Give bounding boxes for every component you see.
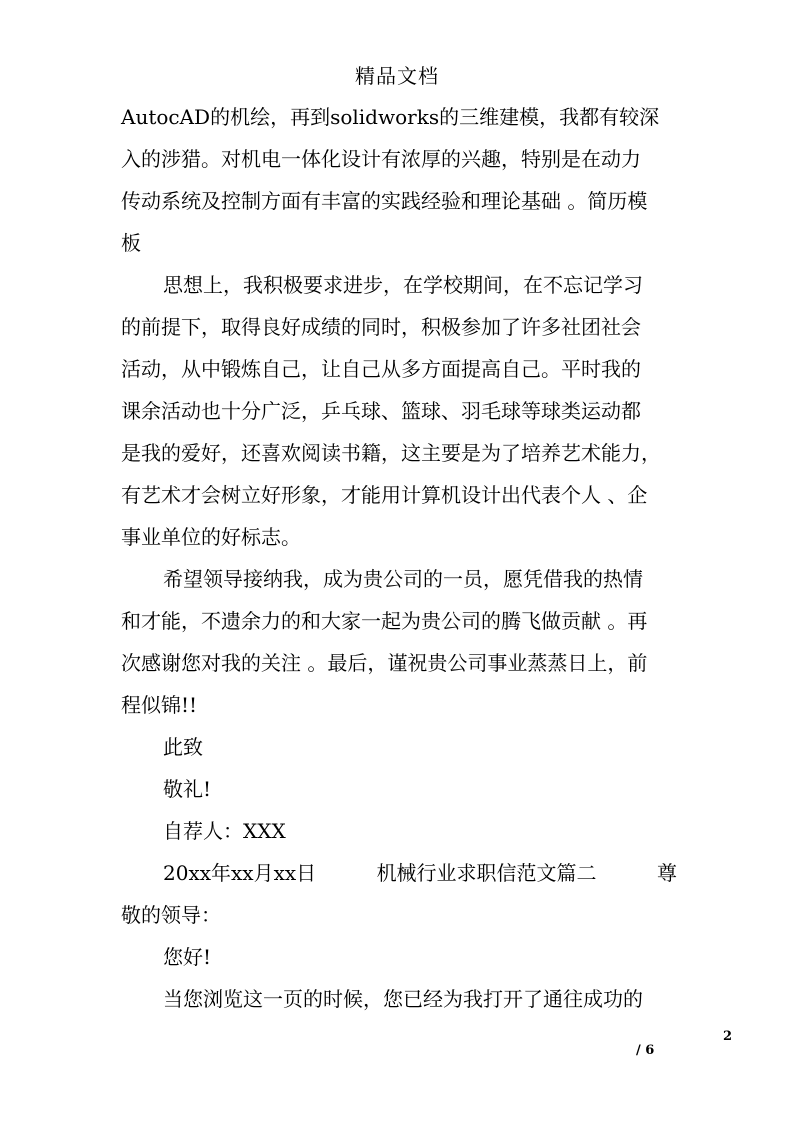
document-body (121, 96, 677, 1020)
text-line: 传动系统及控制方面有丰富的实践经验和理论基础 。简历模 (121, 189, 648, 213)
text-line: 事业单位的好标志。 (121, 525, 301, 549)
signature-line: 自荐人：XXX (163, 819, 286, 843)
text-fragment: 尊 (657, 861, 677, 885)
page-number: 2 (723, 1029, 733, 1044)
page-header: 精品文档 (355, 64, 439, 88)
text-line: 次感谢您对我的关注 。最后，谨祝贵公司事业蒸蒸日上，前 (121, 651, 648, 675)
text-line: 的前提下，取得良好成绩的同时，积极参加了许多社团社会 (121, 315, 641, 339)
text-line: 程似锦!! (121, 693, 198, 717)
salutation-line: 敬礼! (163, 777, 212, 801)
paragraph-start-line: 希望领导接纳我，成为贵公司的一员，愿凭借我的热情 (163, 567, 643, 591)
text-line: 是我的爱好，还喜欢阅读书籍，这主要是为了培养艺术能力， (121, 441, 661, 465)
greeting-line: 您好! (163, 945, 212, 969)
paragraph-start-line: 当您浏览这一页的时候，您已经为我打开了通往成功的 (163, 987, 643, 1011)
text-line: 有艺术才会树立好形象，才能用计算机设计出代表个人 、企 (121, 483, 648, 507)
text-line: AutocAD的机绘，再到solidworks的三维建模，我都有较深 (121, 105, 660, 129)
date-title-line (121, 852, 677, 894)
paragraph-start-line: 思想上，我积极要求进步，在学校期间，在不忘记学习 (163, 273, 643, 297)
text-line: 板 (121, 231, 141, 255)
text-line: 敬的领导： (121, 903, 221, 927)
text-line: 入的涉猎。对机电一体化设计有浓厚的兴趣，特别是在动力 (121, 147, 641, 171)
letter-date: 20xx年xx月xx日 (163, 861, 317, 885)
closing-line: 此致 (163, 735, 203, 759)
text-line: 课余活动也十分广泛，乒乓球、篮球、羽毛球等球类运动都 (121, 399, 641, 423)
page-total: / 6 (636, 1043, 655, 1058)
text-line: 和才能，不遗余力的和大家一起为贵公司的腾飞做贡献 。再 (121, 609, 648, 633)
section-title: 机械行业求职信范文篇二 (376, 861, 597, 885)
text-line: 活动，从中锻炼自己，让自己从多方面提高自己。平时我的 (121, 357, 641, 381)
